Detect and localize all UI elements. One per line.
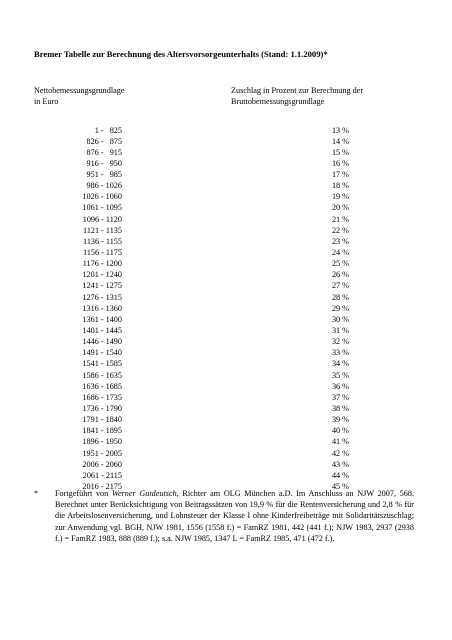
income-range: 1401 - 1445	[82, 326, 122, 336]
footnote	[34, 488, 414, 544]
table-row	[0, 370, 452, 381]
surcharge-percent: 23 %	[331, 236, 349, 246]
income-range: 1201 - 1240	[82, 270, 122, 280]
surcharge-percent: 36 %	[331, 381, 349, 391]
table-row	[0, 414, 452, 425]
table-row	[0, 191, 452, 202]
surcharge-percent: 30 %	[331, 314, 349, 324]
table-row	[0, 325, 452, 336]
income-range: 826 - 875	[86, 136, 122, 146]
surcharge-percent: 27 %	[331, 281, 349, 291]
surcharge-percent: 13 %	[331, 125, 349, 135]
surcharge-percent: 40 %	[331, 426, 349, 436]
surcharge-percent: 34 %	[331, 359, 349, 369]
income-range: 1156 - 1175	[83, 248, 122, 258]
surcharge-percent: 21 %	[331, 214, 349, 224]
document-title: Bremer Tabelle zur Berechnung des Altersvorsorgeunterhalts (Stand: 1.1.2009)*	[34, 49, 328, 59]
table-row	[0, 392, 452, 403]
footnote-text-after: , Richter am OLG München a.D. Im Anschluss an NJW 2007, 568. Berechnet unter Berücksichtigung von Beitragssätzen von 19,9 % für die Rentenversicherung und 2,8 % für die Arbeitslosenversicherung, und Lohnsteuer der Klasse I ohne Kinderfreibeträge mit Solidaritätszuschlag; zur Anwendung vgl. BGH, NJW 1981, 1556 (1558 f.) = FamRZ 1981, 442 (441 f.); NJW 1983, 2937 (2938 f.) = FamRZ 1983, 888 (889 f.); s.a. NJW 1985, 1347 L = FamRZ 1985, 471 (472 f.).	[55, 489, 414, 543]
footnote-text-before: Fortgeführt von	[55, 489, 112, 498]
income-range: 1026 - 1060	[82, 192, 122, 202]
column-header-net-income	[34, 85, 125, 107]
surcharge-percent: 19 %	[331, 192, 349, 202]
table-row	[0, 180, 452, 191]
table-row	[0, 225, 452, 236]
surcharge-percent: 37 %	[331, 392, 349, 402]
income-range: 1 - 825	[94, 125, 122, 135]
income-range: 2016 - 2175	[82, 482, 122, 491]
income-range: 876 - 915	[86, 147, 122, 157]
income-range: 1121 - 1135	[83, 225, 122, 235]
surcharge-percent: 25 %	[331, 259, 349, 269]
surcharge-percent: 33 %	[331, 348, 349, 358]
column-header-net-income-line1: Nettobemessungsgrundlage	[34, 86, 125, 95]
income-range: 1586 - 1635	[82, 370, 122, 380]
table-row	[0, 158, 452, 169]
surcharge-percent: 45 %	[331, 482, 349, 491]
table-row	[0, 347, 452, 358]
income-range: 2061 - 2115	[82, 470, 122, 480]
column-header-net-income-line2: in Euro	[34, 97, 59, 107]
income-range: 1316 - 1360	[82, 303, 122, 313]
footnote-text	[55, 488, 414, 544]
table-row	[0, 236, 452, 247]
surcharge-percent: 35 %	[331, 370, 349, 380]
surcharge-percent: 43 %	[331, 459, 349, 469]
income-range: 1061 - 1095	[82, 203, 122, 213]
surcharge-percent: 15 %	[331, 147, 349, 157]
income-range: 1136 - 1155	[83, 236, 122, 246]
table-row	[0, 202, 452, 213]
table-row	[0, 169, 452, 180]
surcharge-percent: 24 %	[331, 248, 349, 258]
income-range: 2006 - 2060	[82, 459, 122, 469]
surcharge-percent: 20 %	[331, 203, 349, 213]
income-range: 1791 - 1840	[82, 415, 122, 425]
column-header-surcharge-line1: Zuschlag in Prozent zur Berechnung der	[231, 86, 364, 95]
income-range: 1241 - 1275	[82, 281, 122, 291]
footnote-author: Werner Gutdeutsch	[111, 489, 177, 498]
table-row	[0, 459, 452, 470]
bracket-table	[0, 125, 452, 493]
table-row	[0, 448, 452, 459]
table-row	[0, 147, 452, 158]
table-row	[0, 358, 452, 369]
table-row	[0, 292, 452, 303]
income-range: 1841 - 1895	[82, 426, 122, 436]
income-range: 1951 - 2005	[82, 448, 122, 458]
table-row	[0, 214, 452, 225]
income-range: 1176 - 1200	[82, 259, 122, 269]
surcharge-percent: 18 %	[331, 181, 349, 191]
income-range: 1361 - 1400	[82, 314, 122, 324]
table-row	[0, 136, 452, 147]
surcharge-percent: 44 %	[331, 470, 349, 480]
column-header-surcharge-line2: Bruttobemessungsgrundlage	[231, 97, 325, 107]
income-range: 916 - 950	[86, 158, 122, 168]
income-range: 986 - 1026	[86, 181, 122, 191]
table-row	[0, 336, 452, 347]
income-range: 1276 - 1315	[82, 292, 122, 302]
surcharge-percent: 38 %	[331, 404, 349, 414]
table-row	[0, 403, 452, 414]
income-range: 1896 - 1950	[82, 437, 122, 447]
surcharge-percent: 41 %	[331, 437, 349, 447]
surcharge-percent: 22 %	[331, 225, 349, 235]
income-range: 1736 - 1790	[82, 404, 122, 414]
table-row	[0, 125, 452, 136]
table-row	[0, 436, 452, 447]
income-range: 1446 - 1490	[82, 337, 122, 347]
income-range: 1686 - 1735	[82, 392, 122, 402]
income-range: 1491 - 1540	[82, 348, 122, 358]
surcharge-percent: 28 %	[331, 292, 349, 302]
table-row	[0, 247, 452, 258]
table-row	[0, 381, 452, 392]
table-row	[0, 269, 452, 280]
surcharge-percent: 42 %	[331, 448, 349, 458]
surcharge-percent: 39 %	[331, 415, 349, 425]
surcharge-percent: 17 %	[331, 170, 349, 180]
surcharge-percent: 29 %	[331, 303, 349, 313]
surcharge-percent: 32 %	[331, 337, 349, 347]
income-range: 1096 - 1120	[82, 214, 122, 224]
table-row	[0, 280, 452, 291]
table-row	[0, 314, 452, 325]
table-row	[0, 258, 452, 269]
income-range: 951 - 985	[86, 170, 122, 180]
surcharge-percent: 31 %	[331, 326, 349, 336]
surcharge-percent: 26 %	[331, 270, 349, 280]
table-row	[0, 470, 452, 481]
surcharge-percent: 16 %	[331, 158, 349, 168]
income-range: 1541 - 1585	[82, 359, 122, 369]
column-header-surcharge	[231, 85, 363, 107]
table-row	[0, 425, 452, 436]
table-row	[0, 303, 452, 314]
footnote-marker: *	[34, 489, 39, 498]
income-range: 1636 - 1685	[82, 381, 122, 391]
surcharge-percent: 14 %	[331, 136, 349, 146]
